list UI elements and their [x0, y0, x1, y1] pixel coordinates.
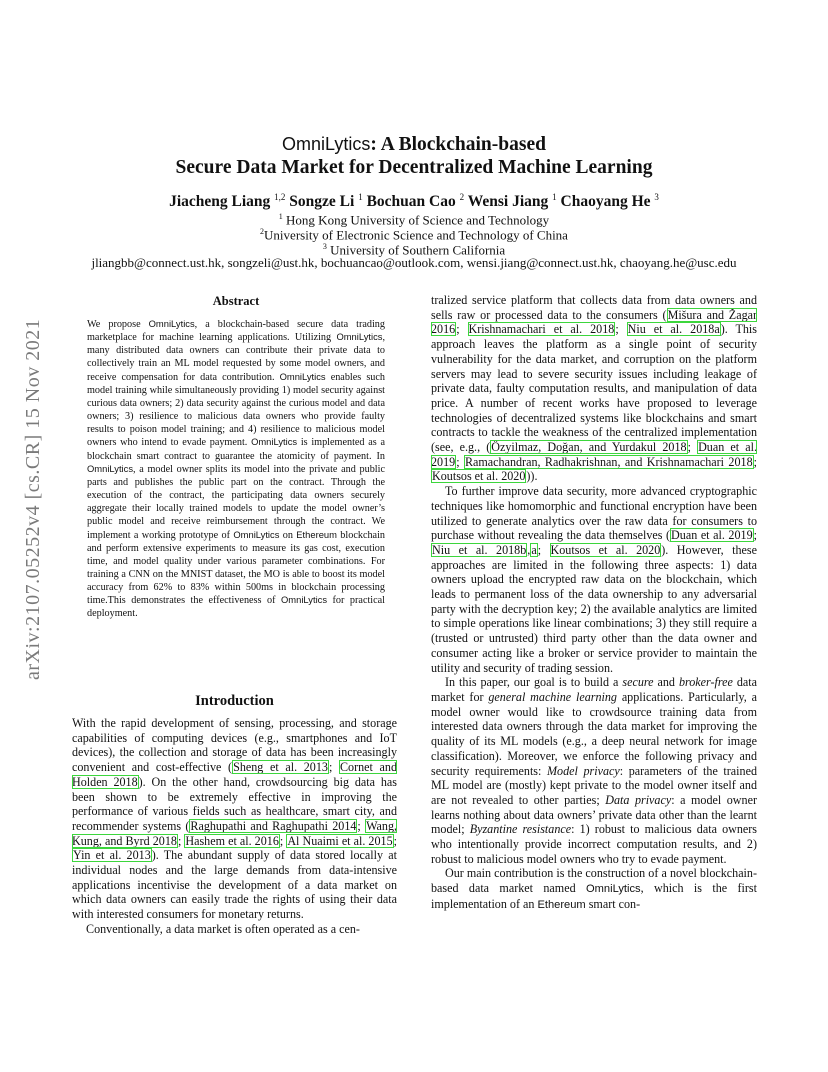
citation-link[interactable]: Mišura and Žagar 2016 [431, 307, 758, 337]
emphasis-text: Data privacy [605, 792, 672, 807]
citation-link[interactable]: Koutsos et al. 2020 [432, 469, 526, 484]
left-column-body [72, 716, 397, 937]
text-run: ; [753, 454, 757, 469]
system-name: Ethereum [537, 898, 586, 911]
citation-link[interactable]: Hashem et al. 2016 [185, 833, 279, 848]
title-line1-rest: : A Blockchain-based [370, 134, 546, 155]
citation-link[interactable]: Koutsos et al. 2020 [550, 542, 661, 557]
citation-link[interactable]: Duan et al. 2019 [671, 528, 753, 543]
abstract-heading: Abstract [212, 294, 260, 308]
text-run: ). However, these approaches are limited in the following three aspects: 1) data owners upload the encrypted raw data on the blockchain, which leads to permanent loss of the data ownership to any adversarial party with the decryption key; 2) the available analytics are limited to simple operations like linear combinations; 3) they still require a (trusted or untrusted) third party other than the data owner and consumer acting like a broker or service provider to maintain the utility and security of trading session. [431, 542, 757, 675]
text-run: ). This approach leaves the platform as a single point of security vulnerability for the data market, and corruption on the platform servers may lead to severe security issues including leakage of private data, faulty computation results, and manipulation of data price. A number of recent works have proposed to leverage technologies of decentralized systems like blockchains and smart contracts to tackle the weakness of the centralized implementation (see, e.g., ( [431, 322, 757, 455]
emphasis-text: Byzantine resistance [469, 822, 572, 837]
affiliation-3: $^3$ University of Southern California [322, 242, 506, 258]
intro-paragraph-4 [431, 484, 757, 675]
citation-link[interactable]: a [531, 542, 537, 557]
text-run: , a model owner splits its model into the private and public parts and publishes the public part on the contract. Through the execution of the contract, the participating data owners securely aggregate their locally trained models to update the model owner’s public model and receive reimbursement through the contract. We implement a working prototype of [87, 463, 385, 541]
emphasis-text: broker-free [678, 675, 733, 690]
citation-link[interactable]: Özyilmaz, Doğan, and Yurdakul 2018 [491, 440, 687, 455]
text-run: To further improve data security, more advanced cryptographic techniques like homomorphic and functional encryption have been utilized to generate analytics over the raw data for consumers to purchase without revealing the data themselves ( [431, 484, 757, 543]
system-name: OmniLytics [585, 883, 641, 896]
text-run: ; [177, 833, 185, 848]
text-run: : a model owner learns nothing about data owners’ private data other than the learnt model; [431, 792, 757, 837]
text-run: ; [537, 542, 550, 557]
emphasis-text: Model privacy [546, 763, 620, 778]
affiliation-1: $^1$ Hong Kong University of Science and Technology [278, 212, 550, 228]
citation-link[interactable]: Krishnamachari et al. 2018 [468, 322, 615, 337]
citation-link[interactable]: Niu et al. 2018b [432, 542, 527, 557]
system-name: OmniLytics [336, 332, 383, 343]
title-brand: OmniLytics [282, 134, 371, 154]
text-run: ; [753, 528, 757, 543]
text-run: ; [456, 322, 468, 337]
citation-link[interactable]: Yin et al. 2013 [73, 848, 151, 863]
author-name: Bochuan Cao $^2$ [366, 192, 465, 211]
text-run: enables such model training while simultaneously providing 1) model security against curious data owners; 2) data security against the curious model and data owners; 3) resilience to malicious data owners who provide faulty results to poison model training; and 4) resilience to malicious model owners who intend to evade payment. [87, 371, 385, 449]
text-run: applications. Particularly, a model owner would like to crowdsource training data from interested data owners through the data market for improving the quality of its ML models (e.g., a deep neural network for image classification). Moreover, we enforce the following privacy and security requirements: [431, 689, 757, 778]
text-run: ; [279, 833, 287, 848]
text-run: data market for [431, 675, 757, 704]
text-run: Our main contribution is the construction of a novel blockchain-based data market named [431, 866, 757, 896]
emphasis-text: general machine learning [488, 689, 617, 704]
text-run: , which is the first implementation of an [431, 881, 757, 911]
intro-paragraph-6 [431, 866, 757, 912]
author-name: Chaoyang He $^3$ [560, 192, 659, 211]
text-run: on [279, 529, 297, 541]
citation-link[interactable]: Cornet and Holden 2018 [72, 760, 397, 789]
author-name: Jiacheng Liang $^{1,2}$ [169, 192, 286, 211]
affiliation-2: $^2$University of Electronic Science and Technology of China [260, 227, 568, 243]
text-run: : 1) robust to malicious data owners who intentionally provide incorrect computation results, and 2) robust to malicious model owners who try to evade payment. [431, 822, 757, 866]
text-run: , [527, 542, 531, 557]
intro-paragraph-2 [72, 922, 397, 937]
author-name: Wensi Jiang $^1$ [467, 192, 557, 211]
text-run: ; [687, 440, 698, 455]
affiliation-marker: 3 [654, 192, 659, 202]
text-run: We propose [87, 319, 149, 330]
text-run: ; [393, 833, 397, 848]
affiliation-marker: 1 [552, 192, 557, 202]
intro-paragraph-3 [431, 293, 757, 484]
text-run: ; [328, 760, 339, 775]
system-name: OmniLytics [251, 437, 298, 448]
emphasis-text: secure [622, 675, 654, 690]
affiliation-marker: 1 [358, 192, 363, 202]
citation-link[interactable]: Wang, Kung, and Byrd 2018 [72, 818, 398, 848]
text-run: smart con- [585, 896, 641, 911]
title-line2: Secure Data Market for Decentralized Machine Learning [175, 157, 653, 178]
affiliation-marker: 1,2 [274, 192, 286, 202]
abstract-paragraph [87, 318, 385, 621]
citation-link[interactable]: Ramachandran, Radhakrishnan, and Krishnamachari 2018 [464, 454, 753, 469]
system-name: Ethereum [296, 529, 337, 540]
citation-link[interactable]: Duan et al. 2019 [431, 440, 757, 469]
text-run: , many distributed data owners can contribute their private data to collectively train an ML model requested by some model owners, and receive compensation for data contribution. [87, 332, 385, 383]
text-run: ; [456, 454, 464, 469]
intro-paragraph-5 [431, 675, 757, 866]
text-run: is implemented as a blockchain smart contract to guarantee the atomicity of payment. In [87, 437, 385, 462]
text-run: ; [357, 818, 366, 833]
author-emails: jliangbb@connect.ust.hk, songzeli@ust.hk, bochuancao@outlook.com, wensi.jiang@connect.ust.hk, chaoyang.he@usc.edu [91, 255, 737, 270]
system-name: OmniLytics [87, 463, 134, 474]
text-run: tralized service platform that collects data from data owners and sells raw or processed data to the consumers ( [431, 293, 757, 322]
citation-link[interactable]: Sheng et al. 2013 [233, 760, 328, 775]
abstract-body [87, 318, 385, 621]
text-run: blockchain and perform extensive experiments to measure its gas cost, execution time, and model quality under various parameter combinations. For training a CNN on the MNIST dataset, the MO is able to boost its model accuracy from 62% to 83% within 500ms in blockchain processing time.This demonstrates the effectiveness of [87, 529, 386, 607]
system-name: OmniLytics [148, 319, 195, 329]
text-run: ). The abundant supply of data stored locally at individual nodes and the large demands from data-intensive applications incentivise the development of a data market on which data owners can easily trade the rights of using their data with interested consumers for monetary returns. [72, 848, 397, 922]
author-name: Songze Li $^1$ [289, 192, 363, 211]
arxiv-identifier-stamp: arXiv:2107.05252v4 [cs.CR] 15 Nov 2021 [22, 318, 44, 680]
text-run: With the rapid development of sensing, processing, and storage capabilities of computing devices (e.g., smartphones and IoT devices), the collection and storage of data has been increasingly convenient and cost-effective ( [72, 716, 397, 775]
system-name: OmniLytics [233, 529, 280, 540]
citation-link[interactable]: Raghupathi and Raghupathi 2014 [190, 818, 357, 833]
citation-link[interactable]: Niu et al. 2018a [627, 322, 720, 337]
intro-paragraph-1 [72, 716, 397, 922]
text-run: )). [526, 469, 538, 484]
text-run: In this paper, our goal is to build a [445, 675, 623, 690]
introduction-heading: Introduction [195, 693, 274, 709]
text-run: ; [615, 322, 627, 337]
paper-title [0, 133, 828, 179]
affiliation-marker: 2 [459, 192, 465, 202]
right-column-body [431, 293, 757, 913]
system-name: OmniLytics [279, 371, 326, 382]
text-run: : parameters of the trained ML model are (mostly) kept private to the model owner itself and are not revealed to other parties; [431, 763, 757, 807]
text-run: Conventionally, a data market is often operated as a cen- [86, 921, 360, 936]
system-name: OmniLytics [281, 595, 328, 606]
text-run: , a blockchain-based secure data trading marketplace for machine learning applications. Utilizing [87, 319, 385, 344]
text-run: ). On the other hand, crowdsourcing big data has been shown to be extremely effective in improving the performance of various fields such as healthcare, smart city, and recommender systems ( [72, 774, 397, 833]
citation-link[interactable]: Al Nuaimi et al. 2015 [287, 833, 393, 848]
text-run: and [653, 675, 679, 690]
text-run: for practical deployment. [87, 595, 386, 620]
